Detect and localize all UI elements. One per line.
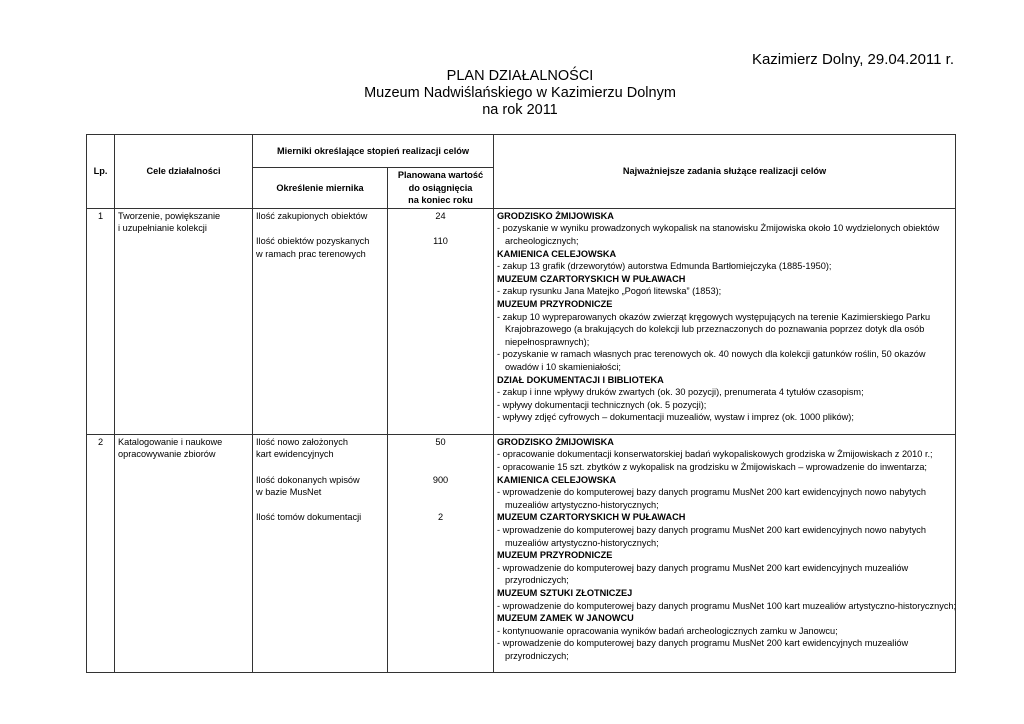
task-section-heading: GRODZISKO ŻMIJOWISKA: [497, 210, 614, 221]
document-title: [0, 68, 1024, 119]
table-row: [87, 208, 956, 434]
task-section-heading: GRODZISKO ŻMIJOWISKA: [497, 436, 614, 447]
goal-line: i uzupełnianie kolekcji: [118, 223, 207, 234]
planned-value-line: do osiągnięcia: [408, 182, 473, 193]
value-line: [391, 486, 490, 499]
header-lp: Lp.: [87, 135, 115, 209]
header-measure-name: Określenie miernika: [253, 168, 388, 209]
task-line: - wprowadzenie do komputerowej bazy danych programu MusNet 200 kart ewidencyjnych nowo nabytych: [497, 524, 926, 535]
value-line: [391, 461, 490, 474]
value-line: [391, 499, 490, 512]
task-line: - kontynuowanie opracowania wyników badań archeologicznych zamku w Janowcu;: [497, 625, 838, 636]
task-section-heading: MUZEUM ZAMEK W JANOWCU: [497, 613, 634, 624]
task-section-heading: MUZEUM PRZYRODNICZE: [497, 298, 613, 309]
goal-cell: [115, 208, 253, 434]
task-line: przyrodniczych;: [505, 650, 569, 661]
task-line: - wprowadzenie do komputerowej bazy danych programu MusNet 200 kart ewidencyjnych muzealiów: [497, 638, 909, 649]
measure-line: Ilość nowo założonych: [256, 436, 348, 447]
measure-line: kart ewidencyjnych: [256, 449, 334, 460]
task-line: - wprowadzenie do komputerowej bazy danych programu MusNet 200 kart ewidencyjnych muzealiów: [497, 562, 909, 573]
title-line-2: Muzeum Nadwiślańskiego w Kazimierzu Dolnym: [364, 85, 676, 101]
tasks-cell: [494, 434, 956, 672]
header-measures: Mierniki określające stopień realizacji celów: [253, 135, 494, 168]
task-section-heading: KAMIENICA CELEJOWSKA: [497, 474, 617, 485]
task-line: - pozyskanie w wyniku prowadzonych wykopalisk na stanowisku Żmijowiska około 10 wydzielonych obiektów: [497, 223, 940, 234]
header-planned-value: [388, 168, 494, 209]
task-line: przyrodniczych;: [505, 575, 569, 586]
task-line: owadów i 10 skamieniałości;: [505, 361, 621, 372]
measure-cell: [253, 208, 388, 434]
task-line: - wpływy zdjęć cyfrowych – dokumentacji muzealiów, wystaw i imprez (ok. 1000 plików);: [497, 412, 854, 423]
task-section-heading: DZIAŁ DOKUMENTACJI I BIBLIOTEKA: [497, 374, 664, 385]
goal-line: Tworzenie, powiększanie: [118, 210, 221, 221]
value-line: 900: [432, 474, 449, 485]
measure-line: Ilość obiektów pozyskanych: [256, 235, 370, 246]
task-line: muzealiów artystyczno-historycznych;: [505, 537, 659, 548]
task-line: - opracowanie dokumentacji konserwatorskiej badań wykopaliskowych grodziska w Żmijowiskach z 2010 r.;: [497, 449, 933, 460]
planned-value-line: Planowana wartość: [397, 170, 484, 180]
goal-cell: [115, 434, 253, 672]
row-number: 2: [87, 434, 115, 672]
value-line: [391, 222, 490, 235]
task-line: Krajobrazowego (a brakujących do kolekcji lub przeznaczonych do poznawania poprzez dotyk dla osób: [505, 324, 925, 335]
task-section-heading: MUZEUM CZARTORYSKICH W PUŁAWACH: [497, 512, 686, 523]
measure-line: [256, 222, 384, 235]
goal-line: Katalogowanie i naukowe: [118, 436, 223, 447]
task-line: - zakup rysunku Jana Matejko „Pogoń litewska” (1853);: [497, 286, 722, 297]
value-line: 24: [435, 210, 446, 221]
header-tasks: Najważniejsze zadania służące realizacji celów: [494, 135, 956, 209]
goal-line: opracowywanie zbiorów: [118, 449, 216, 460]
measure-line: w bazie MusNet: [256, 487, 322, 498]
task-line: - zakup 13 grafik (drzeworytów) autorstwa Edmunda Bartłomiejczyka (1885-1950);: [497, 261, 832, 272]
measure-line: Ilość tomów dokumentacji: [256, 512, 362, 523]
task-line: - wprowadzenie do komputerowej bazy danych programu MusNet 100 kart muzealiów artystyczno-historycznych;: [497, 600, 957, 611]
table-row: [87, 434, 956, 672]
document-date: Kazimierz Dolny, 29.04.2011 r.: [751, 51, 954, 68]
measure-line: Ilość zakupionych obiektów: [256, 210, 368, 221]
task-line: - wprowadzenie do komputerowej bazy danych programu MusNet 200 kart ewidencyjnych nowo nabytych: [497, 487, 926, 498]
title-line-1: PLAN DZIAŁALNOŚCI: [446, 68, 594, 84]
planned-value-line: na koniec roku: [408, 195, 473, 206]
activity-plan-table: [86, 134, 956, 673]
value-line: 2: [437, 512, 444, 523]
measure-line: [256, 461, 384, 474]
task-section-heading: MUZEUM SZTUKI ZŁOTNICZEJ: [497, 587, 633, 598]
task-section-heading: MUZEUM PRZYRODNICZE: [497, 550, 613, 561]
task-line: - wpływy dokumentacji technicznych (ok. 5 pozycji);: [497, 399, 707, 410]
task-line: - zakup i inne wpływy druków zwartych (ok. 30 pozycji), prenumerata 4 tytułów czasopism;: [497, 387, 864, 398]
measure-line: w ramach prac terenowych: [256, 248, 366, 259]
task-section-heading: MUZEUM CZARTORYSKICH W PUŁAWACH: [497, 273, 686, 284]
measure-line: Ilość dokonanych wpisów: [256, 474, 360, 485]
value-line: 110: [433, 235, 448, 246]
task-line: muzealiów artystyczno-historycznych;: [505, 499, 659, 510]
task-line: - opracowanie 15 szt. zbytków z wykopalisk na grodzisku w Żmijowiskach – wprowadzenie do inwentarza;: [497, 461, 927, 472]
value-line: 50: [435, 436, 446, 447]
value-line: [391, 448, 490, 461]
task-line: - zakup 10 wypreparowanych okazów zwierząt kręgowych występujących na terenie Kazimierskiego Parku: [497, 311, 931, 322]
measure-line: [256, 499, 384, 512]
task-section-heading: KAMIENICA CELEJOWSKA: [497, 248, 617, 259]
value-cell: [388, 434, 494, 672]
title-line-3: na rok 2011: [482, 102, 558, 118]
task-line: - pozyskanie w ramach własnych prac terenowych ok. 40 nowych dla kolekcji gatunków roślin, 50 okazów: [497, 349, 926, 360]
measure-cell: [253, 434, 388, 672]
header-goals: Cele działalności: [115, 135, 253, 209]
tasks-cell: [494, 208, 956, 434]
task-line: archeologicznych;: [505, 235, 579, 246]
row-number: 1: [87, 208, 115, 434]
task-line: niepełnosprawnych);: [505, 336, 590, 347]
value-cell: [388, 208, 494, 434]
